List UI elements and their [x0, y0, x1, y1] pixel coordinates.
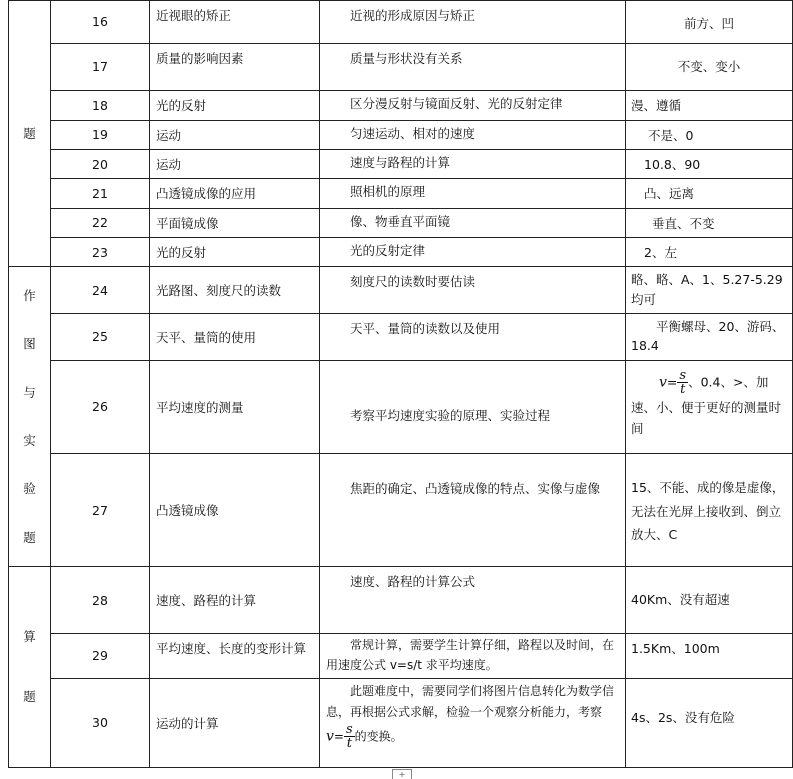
- section-char: 题: [23, 125, 36, 141]
- knowledge-point-cell: [320, 149, 626, 178]
- topic-cell: 光的反射: [150, 91, 320, 120]
- knowledge-point-cell: [320, 120, 626, 149]
- knowledge-point-cell: [320, 567, 626, 634]
- formula-equals: =: [333, 729, 344, 744]
- question-number: 24: [51, 267, 150, 314]
- point-tail: 的变换。: [354, 729, 403, 744]
- topic-cell: 光路图、刻度尺的读数: [150, 267, 320, 314]
- section-cell-fill-blank: [9, 1, 51, 267]
- question-number: 20: [51, 149, 150, 178]
- topic-cell: [150, 634, 320, 679]
- answer-cell: [626, 634, 793, 679]
- question-number: 27: [51, 453, 150, 566]
- section-char: 图: [23, 336, 36, 352]
- knowledge-point-text: 速度与路程的计算: [350, 154, 451, 170]
- topic-text: 近视眼的矫正: [156, 8, 232, 23]
- formula-fraction: [677, 369, 688, 397]
- knowledge-point-text: 速度、路程的计算公式: [350, 574, 476, 590]
- formula-denominator: t: [680, 382, 686, 398]
- knowledge-point-cell: [320, 678, 626, 767]
- answer-cell: [626, 1, 793, 44]
- answer-cell: [626, 238, 793, 267]
- answer-text: 4s、2s、没有危险: [631, 709, 735, 725]
- topic-cell: 凸透镜成像的应用: [150, 179, 320, 208]
- formula-equals: =: [666, 374, 678, 390]
- answer-text: 凸、远离: [644, 186, 695, 202]
- topic-cell: 运动: [150, 149, 320, 178]
- answer-cell: [626, 91, 793, 120]
- answer-text: 不变、变小: [677, 58, 741, 74]
- section-char: 题: [23, 529, 36, 545]
- knowledge-point-cell: [320, 43, 626, 91]
- section-char: 实: [23, 432, 36, 448]
- answer-text: 漫、遵循: [631, 98, 682, 114]
- knowledge-point-text: [320, 679, 625, 751]
- section-cell-calculation: [9, 567, 51, 768]
- topic-cell: 速度、路程的计算: [150, 567, 320, 634]
- knowledge-point-text: 照相机的原理: [350, 184, 426, 200]
- section-char: 题: [23, 689, 36, 704]
- answer-cell: [626, 120, 793, 149]
- topic-cell: [150, 43, 320, 91]
- question-number: 28: [51, 567, 150, 634]
- answer-cell: [626, 179, 793, 208]
- question-number: 25: [51, 314, 150, 361]
- point-head: 此题难度中，需要同学们将图片信息转化为数学信息，再根据公式求解，检验一个观察分析能力，考察: [326, 683, 615, 719]
- knowledge-point-cell: [320, 179, 626, 208]
- topic-cell: [150, 1, 320, 44]
- answer-cell: [626, 678, 793, 767]
- topic-cell: 天平、量筒的使用: [150, 314, 320, 361]
- knowledge-point-cell: [320, 91, 626, 120]
- formula-numerator: s: [679, 367, 687, 383]
- formula-denominator: t: [346, 736, 352, 752]
- knowledge-point-cell: [320, 208, 626, 237]
- knowledge-point-cell: [320, 634, 626, 679]
- answer-text: 垂直、不变: [652, 215, 715, 231]
- knowledge-point-cell: [320, 238, 626, 267]
- question-number: 19: [51, 120, 150, 149]
- question-number: 16: [51, 1, 150, 44]
- knowledge-point-cell: [320, 453, 626, 566]
- formula-var: v: [326, 728, 334, 745]
- answer-cell: [626, 208, 793, 237]
- section-char: 验: [23, 481, 36, 497]
- topic-cell: 凸透镜成像: [150, 453, 320, 566]
- formula-var: v: [659, 374, 667, 391]
- exam-analysis-table: [8, 0, 793, 768]
- question-number: 18: [51, 91, 150, 120]
- question-number: 29: [51, 634, 150, 679]
- answer-text: 不是、0: [648, 127, 694, 143]
- answer-text: 前方、凹: [683, 16, 734, 31]
- answer-text: 2、左: [644, 245, 677, 261]
- topic-cell: 光的反射: [150, 238, 320, 267]
- question-number: 21: [51, 179, 150, 208]
- knowledge-point-cell: [320, 267, 626, 314]
- knowledge-point-text: 刻度尺的读数时要估读: [350, 274, 476, 290]
- answer-text: 15、不能、成的像是虚像，无法在光屏上接收到、倒立放大、C: [631, 479, 785, 543]
- answer-cell: [626, 314, 793, 361]
- answer-cell: [626, 149, 793, 178]
- topic-cell: 运动的计算: [150, 678, 320, 767]
- topic-cell: 平面镜成像: [150, 208, 320, 237]
- question-number: 22: [51, 208, 150, 237]
- knowledge-point-text: 像、物垂直平面镜: [350, 213, 451, 229]
- knowledge-point-text: 近视的形成原因与矫正: [350, 8, 476, 23]
- answer-tail: 、0.4、>、加速、小、便于更好的测量时间: [631, 374, 782, 437]
- question-number: 30: [51, 678, 150, 767]
- knowledge-point-text: 考察平均速度实验的原理、实验过程: [350, 407, 551, 423]
- answer-cell: [626, 567, 793, 634]
- topic-text: 质量的影响因素: [156, 50, 244, 66]
- knowledge-point-text: 光的反射定律: [350, 243, 426, 259]
- knowledge-point-text: 焦距的确定、凸透镜成像的特点、实像与虚像: [350, 480, 601, 496]
- section-cell-drawing-experiment: [9, 267, 51, 567]
- section-char: 与: [23, 384, 36, 400]
- knowledge-point-text: 质量与形状没有关系: [350, 50, 463, 66]
- page-footer-marker: +: [392, 769, 412, 779]
- knowledge-point-cell: [320, 360, 626, 453]
- knowledge-point-cell: [320, 314, 626, 361]
- answer-text: 10.8、90: [644, 156, 701, 172]
- answer-text: [626, 361, 792, 440]
- knowledge-point-text: 匀速运动、相对的速度: [350, 125, 476, 141]
- answer-text: 略、略、A、1、5.27-5.29均可: [631, 272, 783, 307]
- topic-cell: 平均速度的测量: [150, 360, 320, 453]
- answer-cell: [626, 453, 793, 566]
- formula-fraction: [344, 723, 355, 751]
- answer-text: 1.5Km、100m: [631, 641, 720, 657]
- question-number: 23: [51, 238, 150, 267]
- knowledge-point-text: 天平、量筒的读数以及使用: [350, 321, 501, 336]
- answer-cell: [626, 267, 793, 314]
- answer-cell: [626, 43, 793, 91]
- formula-numerator: s: [345, 721, 353, 737]
- question-number: 17: [51, 43, 150, 91]
- section-char: 算: [23, 629, 36, 644]
- question-number: 26: [51, 360, 150, 453]
- answer-cell: [626, 360, 793, 453]
- topic-cell: 运动: [150, 120, 320, 149]
- knowledge-point-cell: [320, 1, 626, 44]
- section-char: 作: [23, 287, 36, 303]
- topic-text: 平均速度、长度的变形计算: [156, 641, 307, 657]
- answer-text: 40Km、没有超速: [631, 592, 730, 608]
- knowledge-point-text: 常规计算，需要学生计算仔细，路程以及时间，在用速度公式 v=s/t 求平均速度。: [326, 638, 615, 672]
- knowledge-point-text: 区分漫反射与镜面反射、光的反射定律: [350, 96, 563, 112]
- answer-text: 平衡螺母、20、游码、18.4: [631, 319, 785, 354]
